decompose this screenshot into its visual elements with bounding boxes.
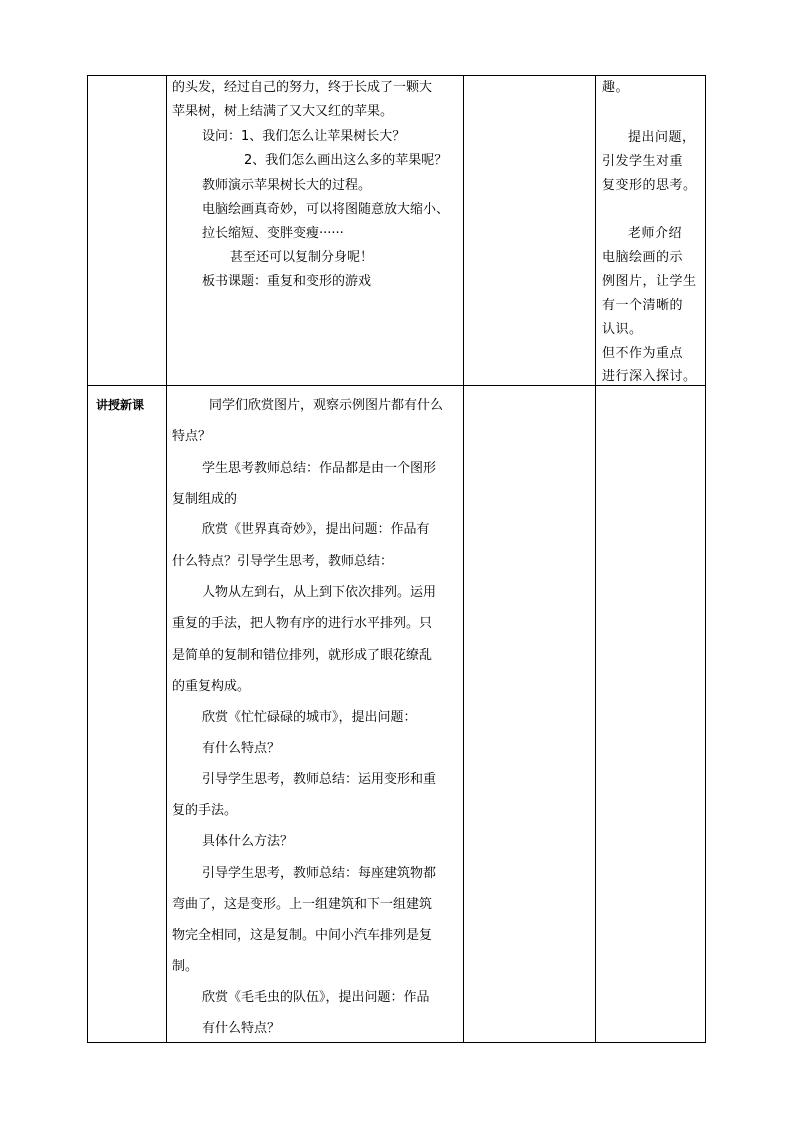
text-line: 有什么特点？: [202, 1021, 281, 1036]
text-line: 具体什么方法？: [202, 834, 294, 849]
text-line: 引发学生对重: [602, 154, 684, 169]
text-line: 教师演示苹果树长大的过程。: [202, 178, 372, 193]
text-line: 重复的手法，把人物有序的进行水平排列。只: [172, 616, 433, 631]
text-line: 人物从左到右，从上到下依次排列。运用: [202, 585, 437, 600]
text-line: 制。: [172, 959, 199, 974]
text-line: 什么特点？引导学生思考，教师总结：: [172, 554, 394, 569]
text-line: 进行深入探讨。: [602, 369, 697, 384]
text-line: 是简单的复制和错位排列，就形成了眼花缭乱: [172, 648, 433, 663]
text-line: 物完全相同，这是复制。中间小汽车排列是复: [172, 928, 433, 943]
text-line: 甚至还可以复制分身呢！: [230, 250, 374, 265]
text-line: 例图片，让学生: [602, 274, 697, 289]
text-line: 拉长缩短、变胖变瘦······: [202, 226, 344, 241]
text-line: 板书课题：重复和变形的游戏: [202, 274, 372, 289]
text-line: 电脑绘画真奇妙，可以将图随意放大缩小、: [202, 202, 450, 217]
row-divider: [87, 385, 706, 386]
text-line: 设问：1、我们怎么让苹果树长大？: [202, 129, 406, 144]
text-line: 弯曲了，这是变形。上一组建筑和下一组建筑: [172, 897, 433, 912]
text-line: 电脑绘画的示: [602, 250, 684, 265]
text-line: 复的手法。: [172, 803, 238, 818]
text-line: 特点？: [172, 429, 212, 444]
column-divider: [463, 75, 464, 1043]
text-line: 引导学生思考，教师总结：运用变形和重: [202, 772, 437, 787]
text-line: 引导学生思考，教师总结：每座建筑物都: [202, 866, 437, 881]
text-line: 但不作为重点: [602, 346, 684, 361]
text-line: 老师介绍: [628, 226, 683, 241]
text-line: 复变形的思考。: [602, 178, 697, 193]
text-line: 的重复构成。: [172, 679, 251, 694]
text-line: 复制组成的: [172, 492, 238, 507]
text-line: 同学们欣赏图片，观察示例图片都有什么: [209, 398, 444, 413]
column-divider: [166, 75, 167, 1043]
text-line: 认识。: [602, 322, 643, 337]
text-line: 学生思考教师总结：作品都是由一个图形: [202, 461, 437, 476]
section-label: 讲授新课: [96, 398, 145, 412]
text-line: 2、我们怎么画出这么多的苹果呢？: [244, 153, 448, 168]
text-line: 的头发，经过自己的努力，终于长成了一颗大: [172, 80, 433, 95]
text-line: 欣赏《忙忙碌碌的城市》，提出问题：: [202, 710, 417, 725]
text-line: 有一个清晰的: [602, 298, 684, 313]
text-line: 欣赏《毛毛虫的队伍》，提出问题：作品: [202, 990, 430, 1005]
text-line: 趣。: [602, 80, 630, 95]
text-line: 有什么特点？: [202, 741, 281, 756]
text-line: 欣赏《世界真奇妙》，提出问题：作品有: [202, 522, 430, 537]
column-divider: [595, 75, 596, 1043]
text-line: 苹果树，树上结满了又大又红的苹果。: [172, 104, 394, 119]
text-line: 提出问题，: [628, 130, 696, 145]
